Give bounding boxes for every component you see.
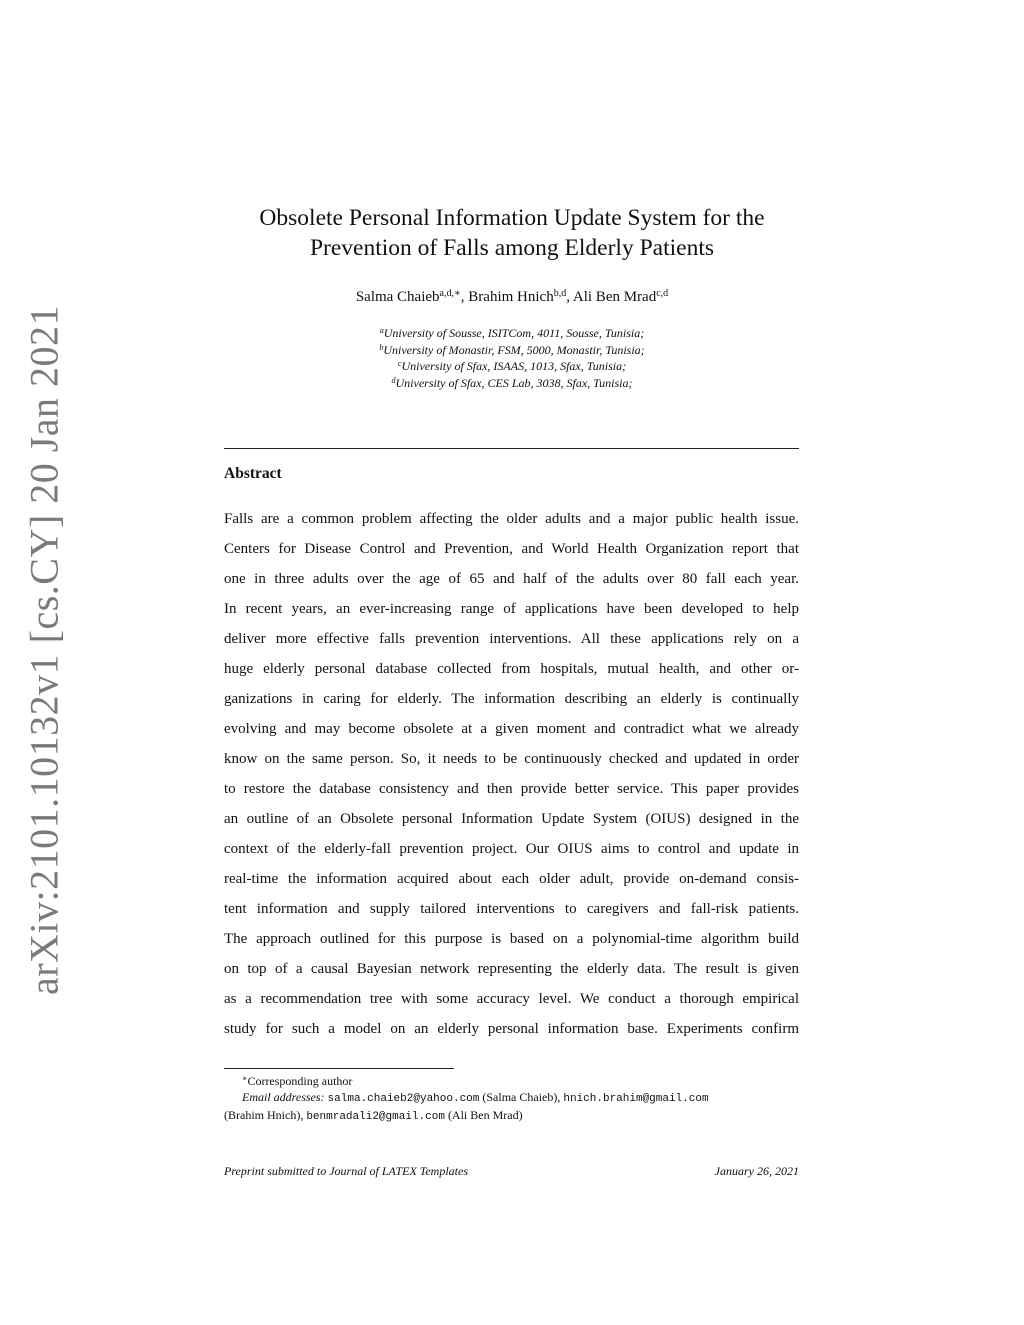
- author-sup: c,d: [656, 288, 669, 299]
- email-link[interactable]: benmradali2@gmail.com: [306, 1111, 445, 1123]
- page-footer: [224, 1164, 799, 1179]
- abstract-line: In recent years, an ever-increasing range of applications have been developed to help: [224, 601, 799, 617]
- abstract-top-rule: [224, 448, 799, 449]
- author-separator: ,: [460, 289, 469, 305]
- affiliation-mark: b: [379, 342, 384, 352]
- abstract-line: study for such a model on an elderly personal information base. Experiments confirm: [224, 1021, 799, 1037]
- footnote-rule: [224, 1068, 454, 1069]
- corresponding-note: [224, 1073, 799, 1089]
- abstract-line: tent information and supply tailored interventions to caregivers and fall-risk patients.: [224, 901, 799, 917]
- abstract-line: one in three adults over the age of 65 and half of the adults over 80 fall each year.: [224, 571, 799, 587]
- abstract-line: context of the elderly-fall prevention project. Our OIUS aims to control and update in: [224, 841, 799, 857]
- affiliation-text: University of Sfax, CES Lab, 3038, Sfax, Tunisia;: [395, 375, 633, 390]
- author-separator: ,: [566, 289, 573, 305]
- paper-title: [200, 203, 824, 263]
- email-owner: (Ali Ben Mrad): [447, 1108, 523, 1122]
- abstract-line: Centers for Disease Control and Prevention, and World Health Organization report that: [224, 541, 799, 557]
- email-link[interactable]: salma.chaieb2@yahoo.com: [327, 1093, 480, 1105]
- affiliation: [200, 342, 824, 359]
- title-line-1: Obsolete Personal Information Update System for the: [259, 205, 765, 231]
- abstract-line: on top of a causal Bayesian network representing the elderly data. The result is given: [224, 961, 799, 977]
- footer-journal: Preprint submitted to Journal of LATEX Templates: [224, 1164, 469, 1178]
- affiliation: [200, 358, 824, 375]
- footnote: [224, 1073, 799, 1125]
- email-label: Email addresses:: [242, 1090, 325, 1104]
- arxiv-stamp: arXiv:2101.10132v1 [cs.CY] 20 Jan 2021: [21, 304, 67, 996]
- affiliation: [200, 325, 824, 342]
- affiliation-text: University of Sfax, ISAAS, 1013, Sfax, Tunisia;: [401, 359, 627, 373]
- abstract-line: Falls are a common problem affecting the older adults and a major public health issue.: [224, 511, 799, 527]
- affiliations: [200, 325, 824, 391]
- corresponding-label: Corresponding author: [247, 1074, 353, 1088]
- affiliation: [200, 375, 824, 392]
- email-line-continued: [224, 1108, 523, 1122]
- email-owner: (Salma Chaieb),: [482, 1090, 561, 1104]
- author-sup: a,d,∗: [439, 288, 461, 299]
- email-line: [224, 1089, 799, 1107]
- footer-date: January 26, 2021: [714, 1164, 799, 1178]
- abstract-line: real-time the information acquired about each older adult, provide on-demand consis-: [224, 871, 799, 887]
- abstract-line: huge elderly personal database collected from hospitals, mutual health, and other or-: [224, 661, 799, 677]
- author-name: Salma Chaieb: [355, 289, 440, 305]
- author-name: Brahim Hnich: [468, 289, 554, 305]
- abstract-line: ganizations in caring for elderly. The information describing an elderly is continually: [224, 691, 799, 707]
- abstract-line: know on the same person. So, it needs to be continuously checked and updated in order: [224, 751, 799, 767]
- abstract-line: as a recommendation tree with some accuracy level. We conduct a thorough empirical: [224, 991, 799, 1007]
- abstract-body: [224, 504, 799, 1044]
- abstract-line: evolving and may become obsolete at a given moment and contradict what we already: [224, 721, 799, 737]
- email-link[interactable]: hnich.brahim@gmail.com: [563, 1093, 709, 1105]
- email-owner: (Brahim Hnich),: [224, 1108, 304, 1122]
- abstract-heading: Abstract: [224, 465, 282, 482]
- affiliation-text: University of Sousse, ISITCom, 4011, Sousse, Tunisia;: [383, 326, 645, 340]
- affiliation-mark: a: [379, 326, 384, 335]
- affiliation-mark: c: [397, 359, 402, 368]
- title-line-2: Prevention of Falls among Elderly Patients: [309, 235, 714, 261]
- affiliation-mark: d: [391, 375, 396, 385]
- abstract-line: to restore the database consistency and then provide better service. This paper provides: [224, 781, 799, 797]
- abstract-line: deliver more effective falls prevention interventions. All these applications rely on a: [224, 631, 799, 647]
- abstract-line: an outline of an Obsolete personal Information Update System (OIUS) designed in the: [224, 811, 799, 827]
- abstract-line: The approach outlined for this purpose is based on a polynomial-time algorithm build: [224, 931, 799, 947]
- affiliation-text: University of Monastir, FSM, 5000, Monastir, Tunisia;: [383, 342, 645, 357]
- footnote-mark: ∗: [242, 1074, 248, 1083]
- author-sup: b,d: [553, 288, 567, 299]
- author-list: [200, 289, 824, 306]
- author-name: Ali Ben Mrad: [572, 289, 657, 305]
